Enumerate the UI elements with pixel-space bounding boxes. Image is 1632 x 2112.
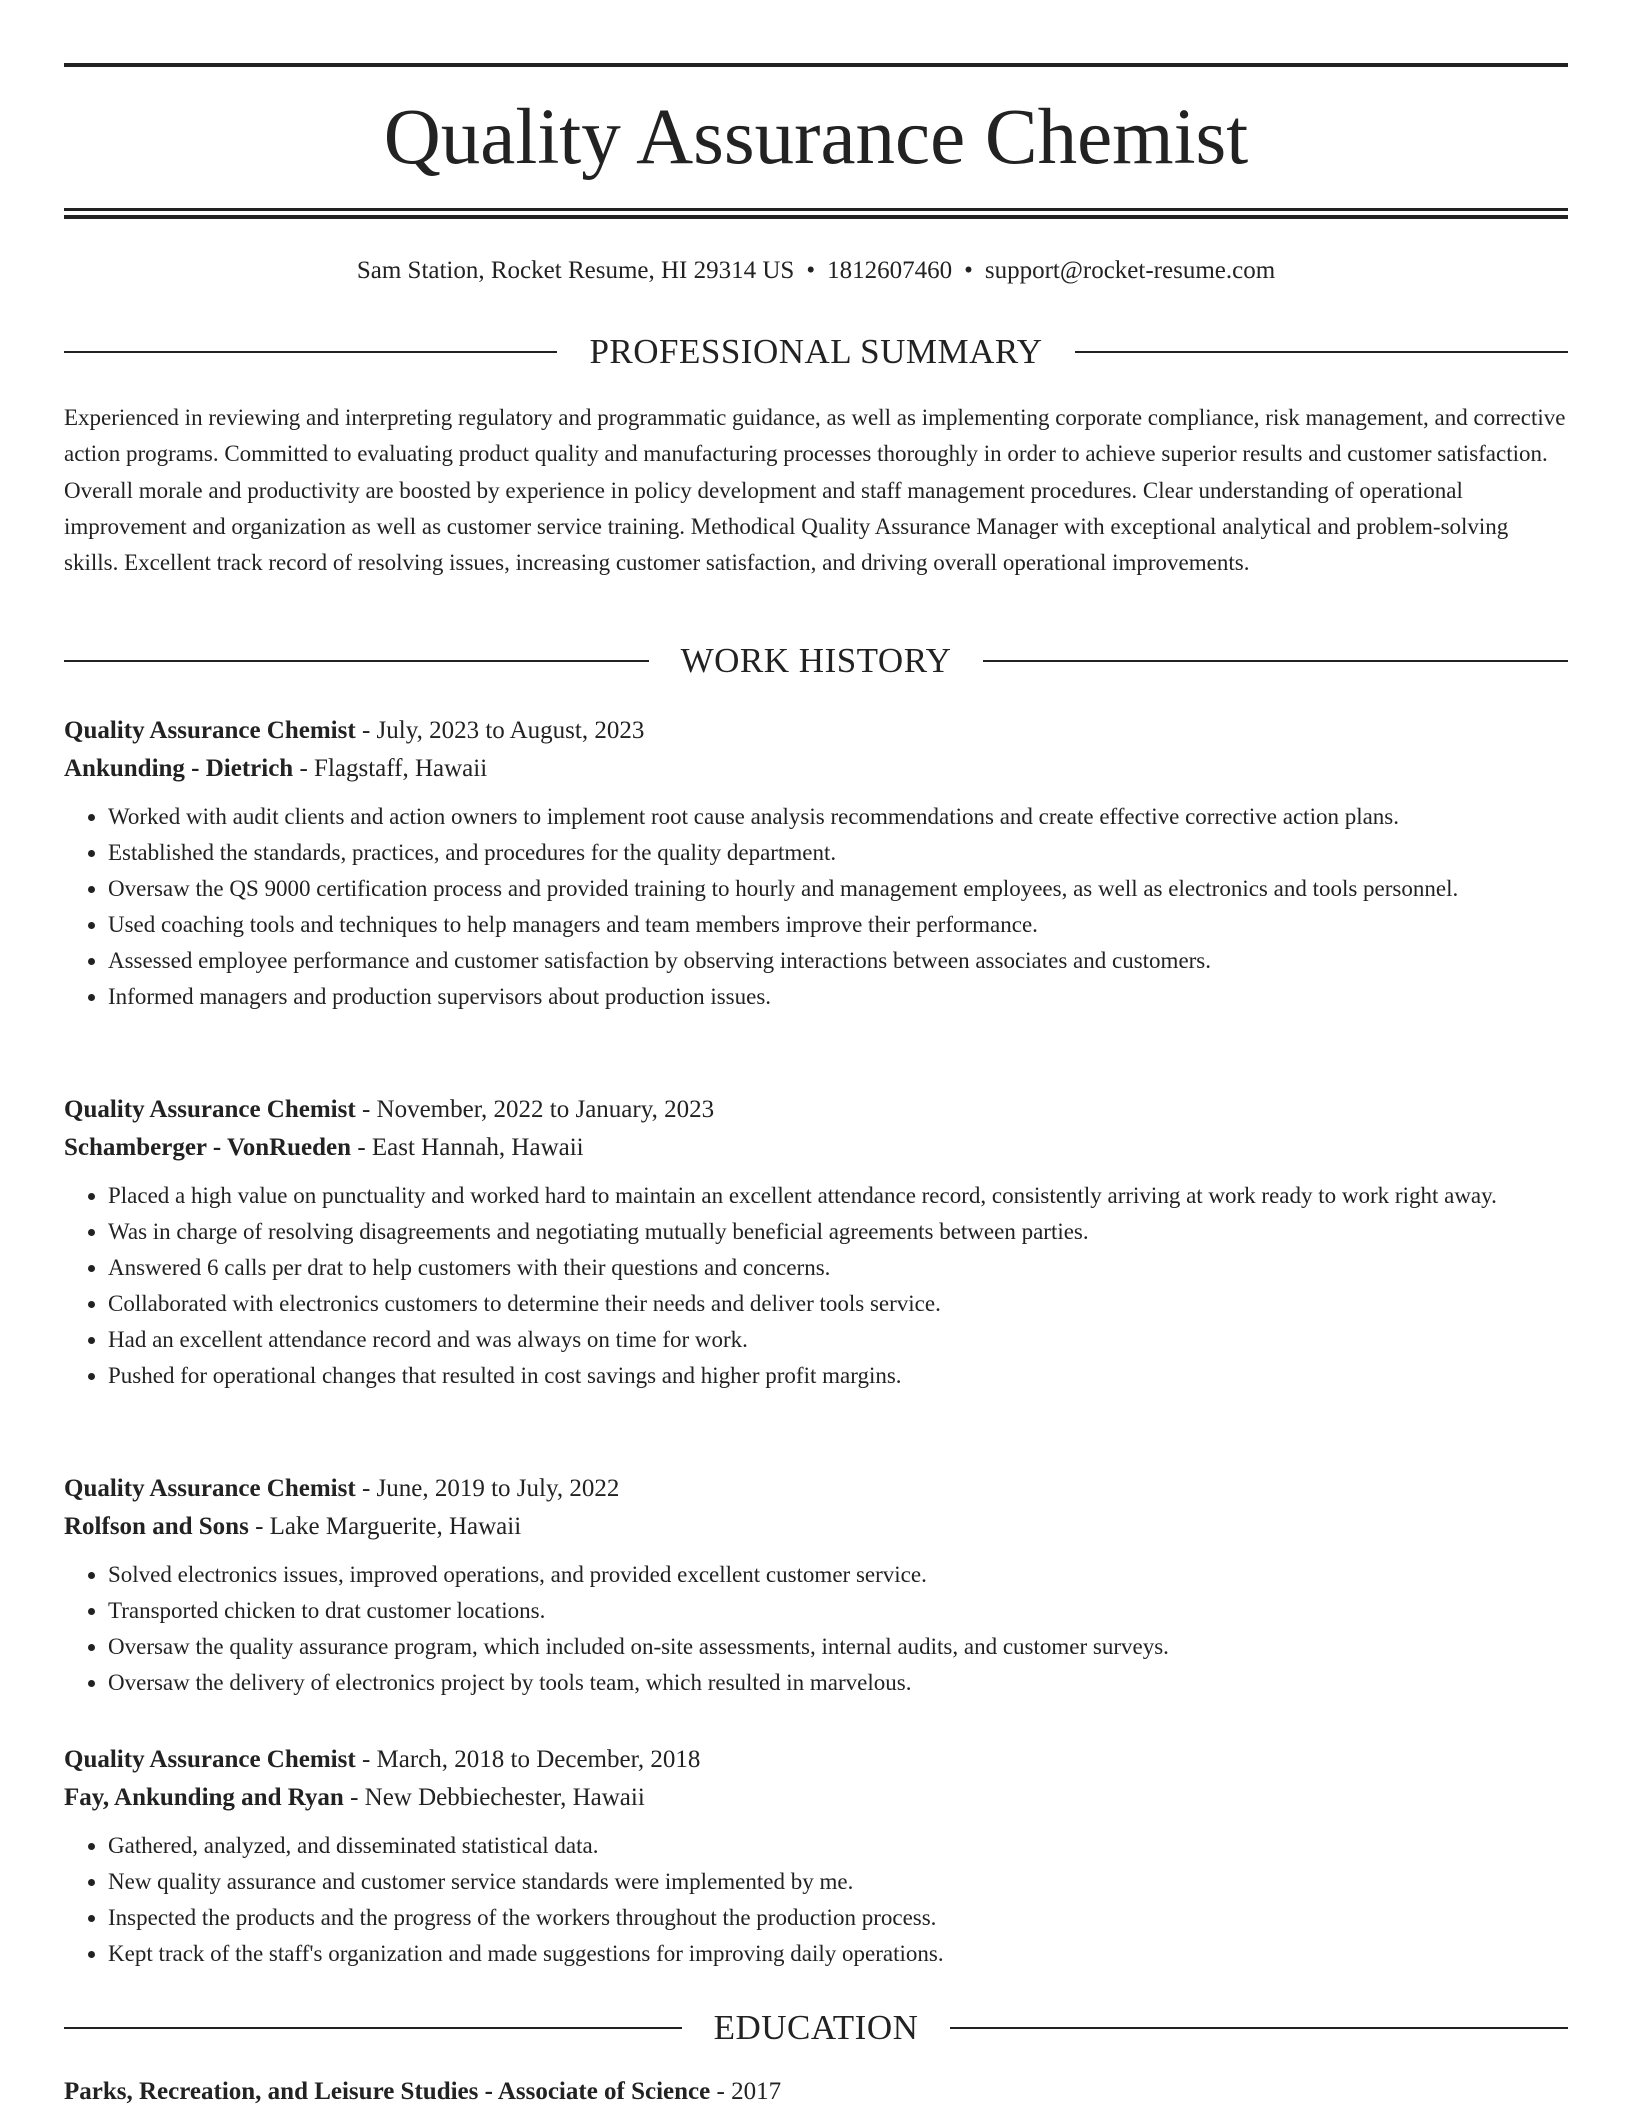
education-entry <box>64 2073 1568 2111</box>
job-title: Quality Assurance Chemist <box>64 1746 356 1773</box>
contact-address: Sam Station, Rocket Resume, HI 29314 US <box>356 257 795 284</box>
heading-rule-right <box>983 660 1568 662</box>
job-title: Quality Assurance Chemist <box>64 1475 356 1502</box>
job-bullet: • New quality assurance and customer service standards were implemented by me. <box>108 1864 1568 1900</box>
job-dates: - November, 2022 to January, 2023 <box>355 1096 715 1123</box>
job-bullet: • Had an excellent attendance record and was always on time for work. <box>108 1322 1568 1358</box>
job-location: - East Hannah, Hawaii <box>351 1134 584 1161</box>
heading-rule-left <box>64 660 649 662</box>
job-bullet: • Worked with audit clients and action owners to implement root cause analysis recommendations and create effective corrective action plans. <box>108 799 1568 835</box>
job-entry <box>64 1741 1568 1972</box>
job-bullet: • Pushed for operational changes that resulted in cost savings and higher profit margins. <box>108 1358 1568 1394</box>
heading-rule-left <box>64 351 557 353</box>
job-bullet: • Used coaching tools and techniques to help managers and team members improve their performance. <box>108 907 1568 943</box>
heading-rule-right <box>950 2027 1568 2029</box>
summary-heading <box>64 332 1568 372</box>
job-dates: - March, 2018 to December, 2018 <box>355 1746 701 1773</box>
contact-separator: • <box>806 257 816 284</box>
job-bullet: • Assessed employee performance and customer satisfaction by observing interactions between associates and customers. <box>108 943 1568 979</box>
job-company-line <box>64 1508 1568 1546</box>
job-title-line <box>64 1741 1568 1779</box>
job-company: Fay, Ankunding and Ryan <box>64 1784 344 1811</box>
job-location: - Lake Marguerite, Hawaii <box>248 1513 522 1540</box>
job-bullet: • Was in charge of resolving disagreements and negotiating mutually beneficial agreements between parties. <box>108 1214 1568 1250</box>
summary-text: Experienced in reviewing and interpreting regulatory and programmatic guidance, as well as implementing corporate compliance, risk management, and corrective action programs. Committed to evaluating product quality and manufacturing processes thoroughly in order to achieve superior results and customer satisfaction. Overall morale and productivity are boosted by experience in policy development and staff management procedures. Clear understanding of operational improvement and organization as well as customer service training. Methodical Quality Assurance Manager with exceptional analytical and problem-solving skills. Excellent track record of resolving issues, increasing customer satisfaction, and driving overall operational improvements. <box>64 405 1566 576</box>
job-entry <box>64 1470 1568 1701</box>
job-bullet: • Oversaw the quality assurance program, which included on-site assessments, internal audits, and customer surveys. <box>108 1629 1568 1665</box>
summary-heading-title: PROFESSIONAL SUMMARY <box>589 332 1043 371</box>
header-double-rule-upper <box>64 208 1568 211</box>
job-company-line <box>64 1779 1568 1817</box>
job-title: Quality Assurance Chemist <box>64 717 356 744</box>
header-double-rule-lower <box>64 215 1568 219</box>
job-company: Rolfson and Sons <box>64 1513 249 1540</box>
job-bullet: • Established the standards, practices, and procedures for the quality department. <box>108 835 1568 871</box>
job-location: - New Debbiechester, Hawaii <box>343 1784 645 1811</box>
job-title-line <box>64 712 1568 750</box>
header-top-rule <box>64 63 1568 67</box>
heading-rule-left <box>64 2027 682 2029</box>
job-bullet: • Oversaw the QS 9000 certification process and provided training to hourly and management employees, as well as electronics and tools personnel. <box>108 871 1568 907</box>
heading-rule-right <box>1075 351 1568 353</box>
job-bullets <box>64 1178 1568 1394</box>
job-bullet: • Oversaw the delivery of electronics project by tools team, which resulted in marvelous. <box>108 1665 1568 1701</box>
contact-email: support@rocket-resume.com <box>984 257 1276 284</box>
job-bullet: • Transported chicken to drat customer locations. <box>108 1593 1568 1629</box>
job-bullets <box>64 799 1568 1015</box>
education-heading-title: EDUCATION <box>713 2008 919 2047</box>
job-bullet: • Answered 6 calls per drat to help customers with their questions and concerns. <box>108 1250 1568 1286</box>
job-title: Quality Assurance Chemist <box>64 1096 356 1123</box>
job-dates: - June, 2019 to July, 2022 <box>355 1475 620 1502</box>
work-history-heading-title: WORK HISTORY <box>680 641 952 680</box>
job-bullets <box>64 1828 1568 1972</box>
job-dates: - July, 2023 to August, 2023 <box>355 717 645 744</box>
work-history-heading <box>64 641 1568 681</box>
job-title-line <box>64 1091 1568 1129</box>
job-bullet: • Inspected the products and the progress of the workers throughout the production process. <box>108 1900 1568 1936</box>
education-heading <box>64 2008 1568 2048</box>
contact-phone: 1812607460 <box>827 257 953 284</box>
job-company: Ankunding - Dietrich <box>64 755 294 782</box>
job-bullet: • Placed a high value on punctuality and worked hard to maintain an excellent attendance record, consistently arriving at work ready to work right away. <box>108 1178 1568 1214</box>
resume-name: Quality Assurance Chemist <box>383 94 1249 181</box>
job-entry <box>64 712 1568 1015</box>
contact-line <box>64 255 1568 287</box>
job-bullet: • Gathered, analyzed, and disseminated statistical data. <box>108 1828 1568 1864</box>
job-entry <box>64 1091 1568 1394</box>
job-company-line <box>64 750 1568 788</box>
education-degree: Parks, Recreation, and Leisure Studies - Associate of Science <box>64 2078 711 2105</box>
job-company: Schamberger - VonRueden <box>64 1134 352 1161</box>
job-bullet: • Kept track of the staff's organization and made suggestions for improving daily operations. <box>108 1936 1568 1972</box>
job-location: - Flagstaff, Hawaii <box>293 755 488 782</box>
job-bullets <box>64 1557 1568 1701</box>
contact-separator: • <box>964 257 973 284</box>
job-company-line <box>64 1129 1568 1167</box>
education-year: - 2017 <box>710 2078 782 2105</box>
job-bullet: • Collaborated with electronics customers to determine their needs and deliver tools service. <box>108 1286 1568 1322</box>
job-bullet: • Informed managers and production supervisors about production issues. <box>108 979 1568 1015</box>
job-title-line <box>64 1470 1568 1508</box>
job-bullet: • Solved electronics issues, improved operations, and provided excellent customer service. <box>108 1557 1568 1593</box>
